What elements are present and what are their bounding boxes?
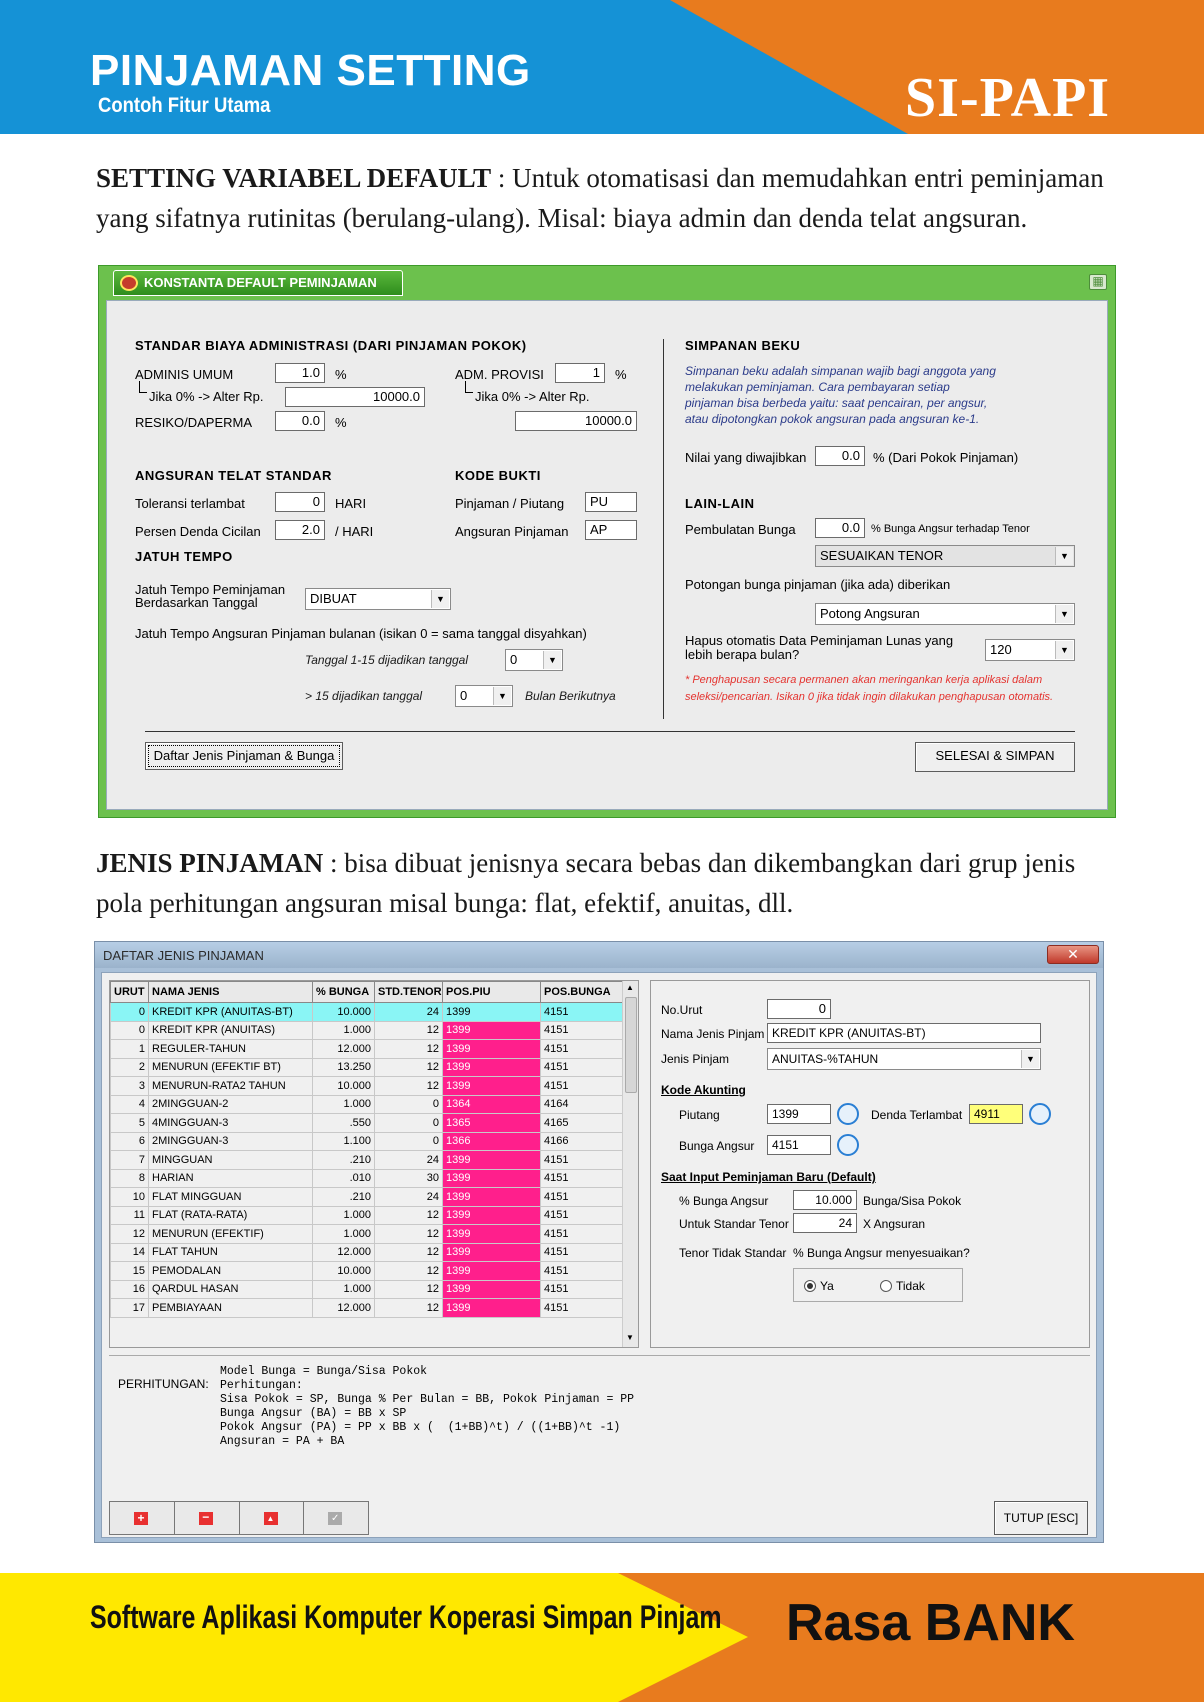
adminis-umum-pct: % [335,367,347,382]
close-icon[interactable]: ✕ [1047,945,1099,964]
footer-brand: Rasa BANK [786,1594,1075,1652]
jika-label-2: Jika 0% -> Alter Rp. [475,389,590,404]
tree-line-icon [139,381,147,393]
kode-heading: KODE BUKTI [455,468,541,483]
table-cell: 1.000 [313,1095,375,1114]
table-cell: 1399 [443,1058,541,1077]
table-cell: MENURUN (EFEKTIF) [149,1225,313,1244]
potongan-select[interactable] [815,603,1075,625]
table-cell: QARDUL HASAN [149,1280,313,1299]
lookup-icon[interactable] [837,1103,859,1125]
table-cell: 4151 [541,1188,623,1207]
table-cell: PEMBIAYAAN [149,1299,313,1318]
table-cell: 1399 [443,1243,541,1262]
bulat-input[interactable]: 0.0 [815,518,865,538]
table-cell: 4151 [541,1003,623,1022]
table-cell: 1399 [443,1077,541,1096]
table-cell: 11 [111,1206,149,1225]
table-row[interactable] [111,1040,623,1059]
table-cell: 0 [375,1095,443,1114]
table-cell: 1.000 [313,1280,375,1299]
table-row[interactable] [111,1151,623,1170]
tutup-button[interactable]: TUTUP [ESC] [994,1501,1088,1535]
radio-ya-label: Ya [820,1279,834,1293]
table-cell: 1.100 [313,1132,375,1151]
table-cell: 12 [111,1225,149,1244]
table-cell: 12 [375,1040,443,1059]
table-cell: 4151 [541,1262,623,1281]
action-toolbar [109,1501,369,1535]
admin-heading: STANDAR BIAYA ADMINISTRASI (DARI PINJAMAN POKOK) [135,338,527,353]
table-cell: 4151 [541,1280,623,1299]
table-cell: 4164 [541,1095,623,1114]
table-cell: PEMODALAN [149,1262,313,1281]
hapus-warning-1: * Penghapusan secara permanen akan meringankan kerja aplikasi dalam [685,674,1043,686]
table-cell: 14 [111,1243,149,1262]
table-row[interactable] [111,1206,623,1225]
table-row[interactable] [111,1262,623,1281]
provisi-label: ADM. PROVISI [455,367,544,382]
table-cell: 8 [111,1169,149,1188]
table-cell: FLAT (RATA-RATA) [149,1206,313,1225]
table-cell: 1399 [443,1225,541,1244]
perhitungan-formula [220,1365,634,1449]
table-cell: 1399 [443,1280,541,1299]
table-cell: HARIAN [149,1169,313,1188]
plus-icon: + [134,1512,148,1525]
table-row[interactable] [111,1077,623,1096]
edit-button[interactable] [240,1502,305,1534]
daftar-titlebar [95,942,1103,968]
beku-heading: SIMPANAN BEKU [685,338,801,353]
table-cell: 12 [375,1280,443,1299]
grid-scrollbar[interactable] [622,981,639,1347]
table-cell: 1364 [443,1095,541,1114]
gt15-select[interactable] [455,685,513,707]
tenor-select[interactable] [815,545,1075,567]
column-header[interactable]: NAMA JENIS [149,982,313,1003]
table-cell: 12.000 [313,1243,375,1262]
table-cell: 4151 [541,1206,623,1225]
tanggal-select-value: 0 [510,652,518,667]
table-cell: 13.250 [313,1058,375,1077]
chevron-down-icon[interactable]: ▼ [1055,547,1073,565]
column-header[interactable]: STD.TENOR [375,982,443,1003]
table-cell: 1399 [443,1262,541,1281]
jatuh-label-1: Jatuh Tempo Peminjaman [135,582,286,597]
table-cell: 1 [111,1040,149,1059]
intro-setting-heading: SETTING VARIABEL DEFAULT [96,163,492,193]
table-cell: 4165 [541,1114,623,1133]
table-cell: 2 [111,1058,149,1077]
table-cell: .550 [313,1114,375,1133]
window-restore-icon[interactable]: ▦ [1089,274,1107,290]
jenis-select[interactable] [767,1048,1041,1070]
tenor-label: Untuk Standar Tenor [679,1217,789,1231]
beku-desc-3: pinjaman bisa berbeda yaitu: saat pencairan, per angsur, [685,396,988,410]
table-cell: 4151 [541,1040,623,1059]
jenis-grid [109,980,639,1348]
scroll-up-icon[interactable]: ▲ [626,983,634,992]
table-cell: .210 [313,1188,375,1207]
kode-angsuran-label: Angsuran Pinjaman [455,524,569,539]
table-cell: 5 [111,1114,149,1133]
daftar-jenis-window [94,941,1104,1543]
radio-dot-icon [807,1283,813,1289]
table-cell: 4MINGGUAN-3 [149,1114,313,1133]
konstanta-title-text: KONSTANTA DEFAULT PEMINJAMAN [144,275,377,290]
table-cell: 24 [375,1003,443,1022]
table-cell: 7 [111,1151,149,1170]
column-header[interactable]: POS.PIU [443,982,541,1003]
intro-setting-text1: : Untuk otomatisasi dan memudahkan entri peminjaman [491,163,1104,193]
table-cell: 12 [375,1262,443,1281]
perhitungan-divider [109,1355,1090,1356]
resiko-label: RESIKO/DAPERMA [135,415,253,430]
table-cell: 1399 [443,1299,541,1318]
table-cell: 4151 [541,1058,623,1077]
tenor-suffix: X Angsuran [863,1217,926,1231]
jenis-table [110,981,623,1318]
lookup-icon[interactable] [1029,1103,1051,1125]
kode-pinjaman-input[interactable]: PU [585,492,637,512]
bottom-divider [145,731,1075,732]
intro-jenis [96,843,1176,923]
table-cell: 3 [111,1077,149,1096]
akun-heading: Kode Akunting [661,1083,746,1097]
resiko-pct: % [335,415,347,430]
table-cell: 12.000 [313,1040,375,1059]
table-cell: 30 [375,1169,443,1188]
chevron-down-icon[interactable]: ▼ [543,651,561,669]
tidakstd-radio-group [793,1268,963,1302]
table-row[interactable] [111,1188,623,1207]
table-cell: 1399 [443,1040,541,1059]
table-row[interactable] [111,1095,623,1114]
nilai-label: Nilai yang diwajibkan [685,450,807,465]
table-cell: MENURUN (EFEKTIF BT) [149,1058,313,1077]
table-cell: FLAT TAHUN [149,1243,313,1262]
table-cell: 1.000 [313,1225,375,1244]
formula-line: Angsuran = PA + BA [220,1435,345,1448]
nama-label: Nama Jenis Pinjam [661,1027,765,1041]
nilai-suffix: % (Dari Pokok Pinjaman) [873,450,1019,465]
table-cell: 10.000 [313,1003,375,1022]
table-row[interactable] [111,1021,623,1040]
alter-rp-input-2[interactable]: 10000.0 [515,411,637,431]
table-cell: .210 [313,1151,375,1170]
table-cell: .010 [313,1169,375,1188]
tenor-input[interactable]: 24 [793,1213,857,1233]
tree-line-icon [465,381,473,393]
intro-setting [96,158,1176,238]
hapus-label [685,634,953,662]
table-row[interactable] [111,1225,623,1244]
jenis-select-value: ANUITAS-%TAHUN [772,1052,879,1066]
table-cell: KREDIT KPR (ANUITAS-BT) [149,1003,313,1022]
adminis-umum-label: ADMINIS UMUM [135,367,234,382]
beku-desc [685,363,996,427]
selesai-simpan-button[interactable]: SELESAI & SIMPAN [915,742,1075,772]
table-cell: 17 [111,1299,149,1318]
bulat-suffix: % Bunga Angsur terhadap Tenor [871,523,1030,535]
save-button[interactable] [304,1502,368,1534]
provisi-pct: % [615,367,627,382]
alter-rp-input[interactable]: 10000.0 [285,387,425,407]
page-subtitle: Contoh Fitur Utama [98,94,271,117]
pbunga-input[interactable]: 10.000 [793,1190,857,1210]
header-banner [0,0,1204,134]
footer-tagline: Software Aplikasi Komputer Koperasi Simpan Pinjam [90,1599,722,1635]
scroll-down-icon[interactable]: ▼ [626,1333,634,1342]
table-cell: 0 [375,1114,443,1133]
table-cell: 24 [375,1151,443,1170]
scroll-thumb[interactable] [625,997,637,1093]
column-header[interactable]: URUT [111,982,149,1003]
table-cell: KREDIT KPR (ANUITAS) [149,1021,313,1040]
table-cell: 12 [375,1058,443,1077]
gt15-label: > 15 dijadikan tanggal [305,689,423,703]
table-cell: 6 [111,1132,149,1151]
jika-label: Jika 0% -> Alter Rp. [149,389,264,404]
konstanta-window-title [113,270,403,296]
footer-banner [0,1573,1204,1702]
lookup-icon[interactable] [837,1134,859,1156]
potongan-select-value: Potong Angsuran [820,606,920,621]
pbunga-label: % Bunga Angsur [679,1194,769,1208]
table-cell: 1399 [443,1169,541,1188]
table-body [111,1003,623,1318]
hapus-label-1: Hapus otomatis Data Peminjaman Lunas yang [685,633,954,648]
add-button[interactable] [110,1502,175,1534]
denda-input[interactable]: 2.0 [275,520,325,540]
beku-desc-4: atau dipotongkan pokok angsuran pada angsuran ke-1. [685,412,980,426]
table-cell: 0 [111,1021,149,1040]
table-row[interactable] [111,1299,623,1318]
hapus-warning [685,672,1053,706]
telat-heading: ANGSURAN TELAT STANDAR [135,468,332,483]
column-header[interactable]: % BUNGA [313,982,375,1003]
bulan-label: Bulan Berikutnya [525,689,616,703]
jatuh-label [135,583,285,609]
table-cell: 0 [111,1003,149,1022]
table-cell: 4151 [541,1243,623,1262]
table-cell: 1365 [443,1114,541,1133]
table-cell: 16 [111,1280,149,1299]
resiko-input[interactable]: 0.0 [275,411,325,431]
table-cell: 1399 [443,1003,541,1022]
toleransi-label: Toleransi terlambat [135,496,245,511]
denda-terlambat-input[interactable]: 4911 [969,1104,1023,1124]
delete-button[interactable] [175,1502,240,1534]
beku-desc-2: melakukan peminjaman. Cara pembayaran setiap [685,380,950,394]
check-icon: ✓ [328,1512,342,1525]
table-cell: 4151 [541,1077,623,1096]
page-title: PINJAMAN SETTING [90,46,531,95]
perhitungan-label: PERHITUNGAN: [118,1377,209,1391]
beku-desc-1: Simpanan beku adalah simpanan wajib bagi anggota yang [685,364,996,378]
toleransi-input[interactable]: 0 [275,492,325,512]
chevron-down-icon[interactable]: ▼ [1021,1050,1039,1068]
formula-line: Pokok Angsur (PA) = PP x BB x ( (1+BB)^t) / ((1+BB)^t -1) [220,1421,621,1434]
table-row[interactable] [111,1169,623,1188]
table-cell: 10 [111,1188,149,1207]
column-header[interactable]: POS.BUNGA [541,982,623,1003]
table-row[interactable] [111,1243,623,1262]
piutang-label: Piutang [679,1108,720,1122]
table-cell: 12.000 [313,1299,375,1318]
table-cell: 24 [375,1188,443,1207]
minus-icon: − [199,1512,213,1525]
radio-tidak-label: Tidak [896,1279,925,1293]
chevron-down-icon[interactable]: ▼ [431,590,449,608]
nourut-input[interactable]: 0 [767,999,831,1019]
formula-line: Perhitungan: [220,1379,303,1392]
table-cell: 1399 [443,1188,541,1207]
radio-ya[interactable] [804,1280,816,1292]
jenis-form [650,980,1090,1348]
table-row[interactable] [111,1114,623,1133]
piutang-input[interactable]: 1399 [767,1104,831,1124]
triangle-up-icon: ▲ [264,1512,278,1525]
table-cell: 4151 [541,1021,623,1040]
table-cell: 12 [375,1206,443,1225]
bulat-label: Pembulatan Bunga [685,522,796,537]
nourut-label: No.Urut [661,1003,703,1017]
nilai-input[interactable]: 0.0 [815,446,865,466]
konstanta-body [106,300,1108,810]
toleransi-hari: HARI [335,496,367,511]
table-cell: 1366 [443,1132,541,1151]
table-cell: 4151 [541,1169,623,1188]
table-cell: 12 [375,1299,443,1318]
potongan-label: Potongan bunga pinjaman (jika ada) diberikan [685,577,951,592]
denda-per-hari: / HARI [335,524,374,539]
table-cell: 4151 [541,1299,623,1318]
table-cell: 4 [111,1095,149,1114]
jatuh-label-2: Berdasarkan Tanggal [135,595,258,610]
kode-angsuran-input[interactable]: AP [585,520,637,540]
table-cell: 12 [375,1077,443,1096]
table-cell: 4151 [541,1225,623,1244]
pbunga-suffix: Bunga/Sisa Pokok [863,1194,962,1208]
table-row[interactable] [111,1058,623,1077]
table-cell: 1.000 [313,1206,375,1225]
table-cell: 1.000 [313,1021,375,1040]
hapus-warning-2: seleksi/pencarian. Isikan 0 jika tidak ingin dilakukan penghapusan otomatis. [685,691,1054,703]
brand-name: SI-PAPI [905,67,1111,129]
tenor-select-value: SESUAIKAN TENOR [820,548,944,563]
tidakstd-question: % Bunga Angsur menyesuaikan? [793,1246,970,1260]
radio-tidak[interactable] [880,1280,892,1292]
table-cell: 10.000 [313,1077,375,1096]
table-cell: 15 [111,1262,149,1281]
table-cell: 12 [375,1243,443,1262]
gt15-select-value: 0 [460,688,468,703]
nama-input[interactable]: KREDIT KPR (ANUITAS-BT) [767,1023,1041,1043]
table-header [111,982,623,1003]
formula-line: Sisa Pokok = SP, Bunga % Per Bulan = BB, Pokok Pinjaman = PP [220,1393,635,1406]
intro-setting-text2: yang sifatnya rutinitas (berulang-ulang). Misal: biaya admin dan denda telat angsuran. [96,203,1028,233]
bunga-angsur-label: Bunga Angsur [679,1139,755,1153]
bunga-angsur-input[interactable]: 4151 [767,1135,831,1155]
konstanta-window [98,265,1116,818]
table-row[interactable] [111,1003,623,1022]
hapus-label-2: lebih berapa bulan? [685,647,800,662]
daftar-body [101,972,1097,1538]
jenis-label: Jenis Pinjam [661,1052,730,1066]
table-cell: 12 [375,1021,443,1040]
formula-line: Model Bunga = Bunga/Sisa Pokok [220,1365,428,1378]
hapus-select-value: 120 [990,642,1012,657]
daftar-title: DAFTAR JENIS PINJAMAN [103,948,264,963]
table-cell: 1399 [443,1206,541,1225]
table-cell: 1399 [443,1021,541,1040]
chevron-down-icon[interactable]: ▼ [1055,641,1073,659]
table-cell: REGULER-TAHUN [149,1040,313,1059]
formula-line: Bunga Angsur (BA) = BB x SP [220,1407,407,1420]
table-cell: 1399 [443,1151,541,1170]
chevron-down-icon[interactable]: ▼ [1055,605,1073,623]
table-cell: 2MINGGUAN-2 [149,1095,313,1114]
tanggal-select[interactable] [505,649,563,671]
hapus-select[interactable] [985,639,1075,661]
jatuh-heading: JATUH TEMPO [135,549,233,564]
jatuh-note: Jatuh Tempo Angsuran Pinjaman bulanan (isikan 0 = sama tanggal disyahkan) [135,626,587,641]
kode-pinjaman-label: Pinjaman / Piutang [455,496,565,511]
table-row[interactable] [111,1132,623,1151]
lain-heading: LAIN-LAIN [685,496,755,511]
table-cell: 2MINGGUAN-3 [149,1132,313,1151]
intro-jenis-heading: JENIS PINJAMAN [96,848,324,878]
column-divider [663,339,664,719]
table-row[interactable] [111,1280,623,1299]
jatuh-select-value: DIBUAT [310,591,357,606]
provisi-input[interactable]: 1 [555,363,605,383]
adminis-umum-input[interactable]: 1.0 [275,363,325,383]
app-logo-icon [120,275,138,291]
table-cell: 12 [375,1225,443,1244]
saat-heading: Saat Input Peminjaman Baru (Default) [661,1170,876,1184]
denda-label: Persen Denda Cicilan [135,524,261,539]
tidakstd-label: Tenor Tidak Standar [679,1246,787,1260]
denda-terlambat-label: Denda Terlambat [871,1108,963,1122]
jatuh-select[interactable] [305,588,451,610]
intro-jenis-text1: : bisa dibuat jenisnya secara bebas dan dikembangkan dari grup jenis [323,848,1076,878]
intro-jenis-text2: pola perhitungan angsuran misal bunga: flat, efektif, anuitas, dll. [96,888,794,918]
table-cell: 4151 [541,1151,623,1170]
tanggal-label: Tanggal 1-15 dijadikan tanggal [305,653,469,667]
daftar-jenis-button[interactable]: Daftar Jenis Pinjaman & Bunga [145,742,343,770]
table-cell: MINGGUAN [149,1151,313,1170]
table-cell: FLAT MINGGUAN [149,1188,313,1207]
table-cell: 10.000 [313,1262,375,1281]
chevron-down-icon[interactable]: ▼ [493,687,511,705]
table-cell: MENURUN-RATA2 TAHUN [149,1077,313,1096]
table-cell: 0 [375,1132,443,1151]
table-cell: 4166 [541,1132,623,1151]
